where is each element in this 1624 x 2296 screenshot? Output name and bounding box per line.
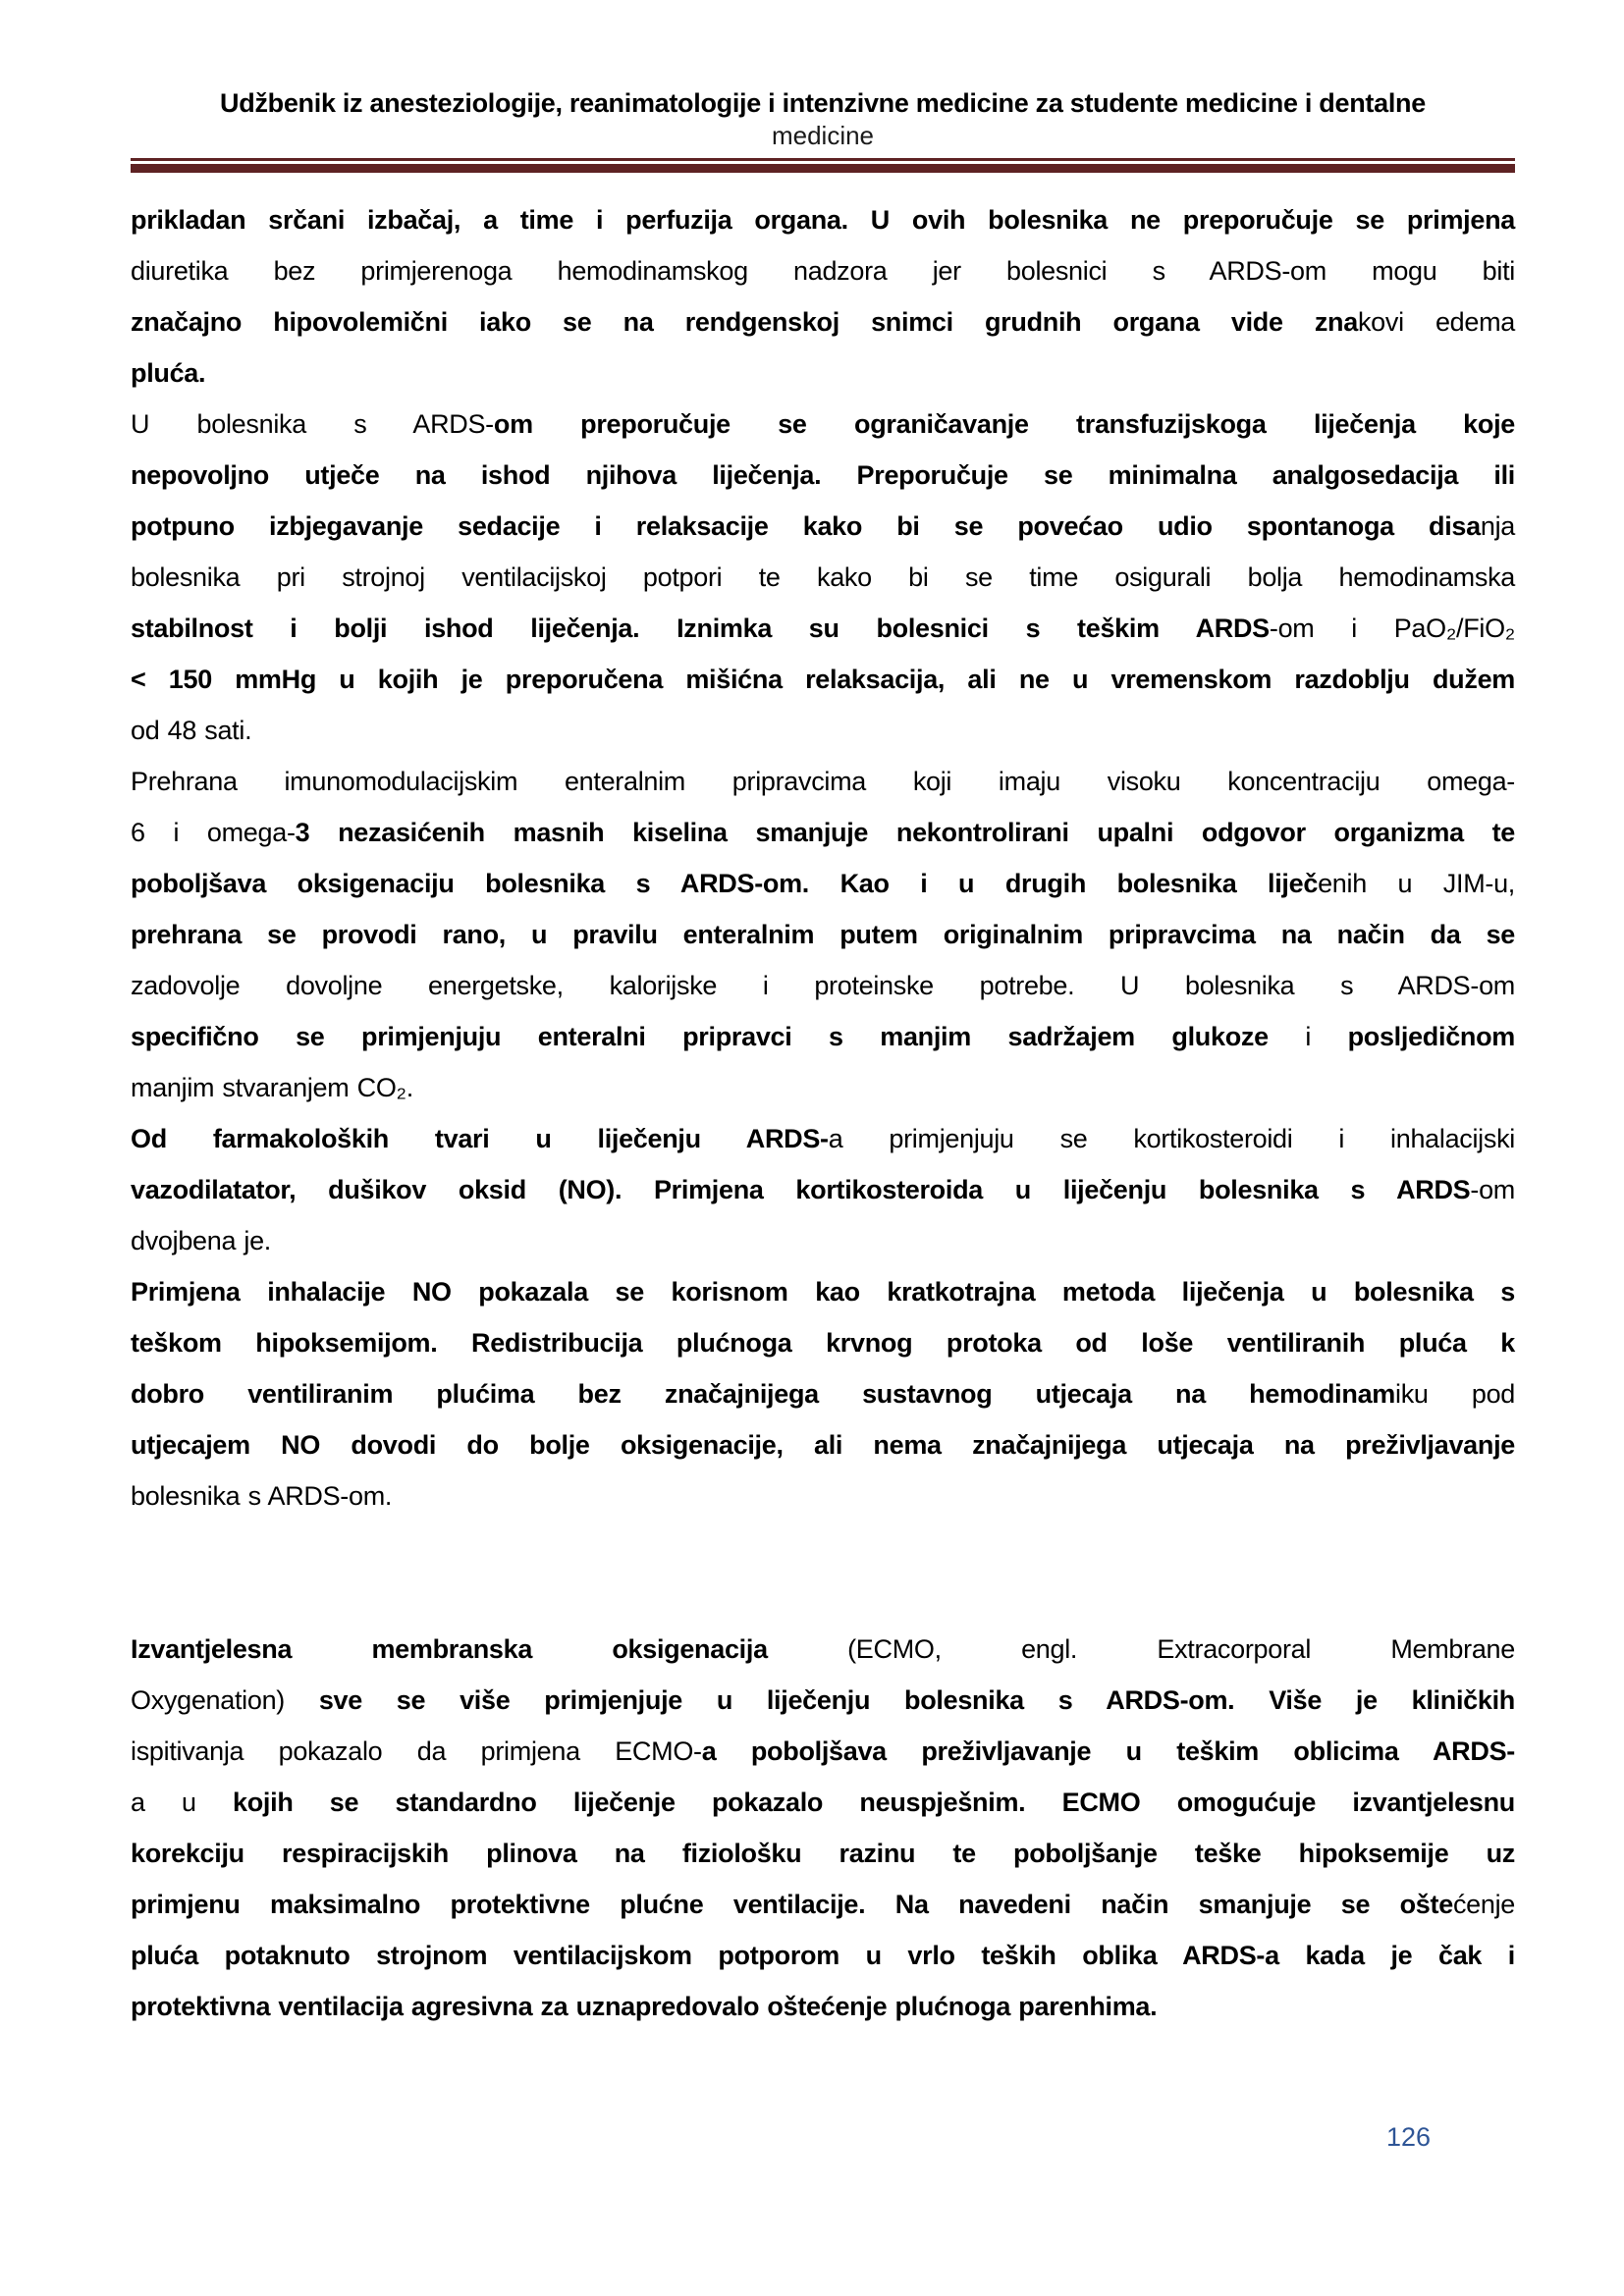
text-line <box>131 705 1515 756</box>
paragraph <box>131 1266 1515 1522</box>
text-run: iku pod <box>1395 1379 1515 1409</box>
content-column <box>131 0 1515 2032</box>
text-run: (ECMO, engl. Extracorporal Membrane <box>767 1634 1515 1664</box>
text-run: zadovolje dovoljne energetske, kalorijske i proteinske potrebe. U bolesnika s ARDS-om <box>131 971 1515 1000</box>
text-run: Primjena inhalacije NO pokazala se korisnom kao kratkotrajna metoda liječenja u bolesnika s <box>131 1277 1515 1307</box>
text-run: stabilnost i bolji ishod liječenja. Iznimka su bolesnici s teškim ARDS <box>131 614 1270 643</box>
text-run: protektivna ventilacija agresivna za uznapredovalo oštećenje plućnoga parenhima. <box>131 1992 1158 2021</box>
paragraph <box>131 194 1515 399</box>
header-rule-thin <box>131 158 1515 161</box>
text-run: prikladan srčani izbačaj, a time i perfuzija organa. U ovih bolesnika ne preporučuje se primjena <box>131 205 1515 235</box>
text-run: bolesnika pri strojnoj ventilacijskoj potpori te kako bi se time osigurali bolja hemodinamska <box>131 562 1515 592</box>
text-line <box>131 1011 1515 1062</box>
text-run: pluća potaknuto strojnom ventilacijskom potporom u vrlo teških oblika ARDS-a kada je čak i <box>131 1941 1515 1970</box>
text-line <box>131 1624 1515 1675</box>
text-line <box>131 1879 1515 1930</box>
text-line <box>131 1777 1515 1828</box>
text-line <box>131 654 1515 705</box>
text-line <box>131 858 1515 909</box>
header-title-line1: Udžbenik iz anesteziologije, reanimatologije i intenzivne medicine za studente medicine i dentalne <box>220 88 1426 118</box>
text-line <box>131 1828 1515 1879</box>
text-run: nepovoljno utječe na ishod njihova liječenja. Preporučuje se minimalna analgosedacija ili <box>131 460 1515 490</box>
text-line <box>131 1470 1515 1522</box>
text-run: manjim stvaranjem CO₂. <box>131 1073 413 1102</box>
text-line <box>131 552 1515 603</box>
text-line <box>131 1164 1515 1215</box>
text-line <box>131 1266 1515 1317</box>
text-run: diuretika bez primjerenoga hemodinamskog nadzora jer bolesnici s ARDS-om mogu biti <box>131 256 1515 286</box>
paragraph <box>131 399 1515 756</box>
paragraph <box>131 1624 1515 2032</box>
text-run: vazodilatator, dušikov oksid (NO). Primjena kortikosteroida u liječenju bolesnika s ARDS <box>131 1175 1471 1204</box>
text-line <box>131 1981 1515 2032</box>
text-run: om preporučuje se ograničavanje transfuzijskoga liječenja koje <box>493 409 1515 439</box>
text-run: značajno hipovolemični iako se na rendgenskoj snimci grudnih organa vide zna <box>131 307 1358 337</box>
text-run: dobro ventiliranim plućima bez značajnijega sustavnog utjecaja na hemodinam <box>131 1379 1395 1409</box>
text-run: -om <box>1470 1175 1515 1204</box>
text-line <box>131 1419 1515 1470</box>
text-run: pluća. <box>131 358 206 388</box>
text-run: a u <box>131 1788 234 1817</box>
text-run: bolesnika s ARDS-om. <box>131 1481 393 1511</box>
text-run: a poboljšava preživljavanje u teškim oblicima ARDS- <box>701 1736 1515 1766</box>
text-line <box>131 347 1515 399</box>
text-run: Oxygenation) <box>131 1685 319 1715</box>
text-run: poboljšava oksigenaciju bolesnika s ARDS-om. Kao i u drugih bolesnika liječ <box>131 869 1319 898</box>
text-line <box>131 1113 1515 1164</box>
text-run: teškom hipoksemijom. Redistribucija plućnoga krvnog protoka od loše ventiliranih pluća k <box>131 1328 1515 1358</box>
text-line <box>131 1062 1515 1113</box>
text-line <box>131 1317 1515 1368</box>
text-run: potpuno izbjegavanje sedacije i relaksacije kako bi se povećao udio spontanoga disa <box>131 511 1481 541</box>
text-run: enih u JIM-u, <box>1318 869 1515 898</box>
document-body <box>131 194 1515 2032</box>
text-line <box>131 1930 1515 1981</box>
text-line <box>131 1675 1515 1726</box>
text-run: prehrana se provodi rano, u pravilu enteralnim putem originalnim pripravcima na način da se <box>131 920 1515 949</box>
text-run: kojih se standardno liječenje pokazalo neuspješnim. ECMO omogućuje izvantjelesnu <box>233 1788 1515 1817</box>
text-run: posljedičnom <box>1347 1022 1516 1051</box>
text-line <box>131 807 1515 858</box>
text-line <box>131 194 1515 245</box>
text-run: sve se više primjenjuje u liječenju bolesnika s ARDS-om. Više je kliničkih <box>318 1685 1515 1715</box>
text-run: dvojbena je. <box>131 1226 272 1255</box>
text-line <box>131 1215 1515 1266</box>
text-run: specifično se primjenjuju enteralni pripravci s manjim sadržajem glukoze <box>131 1022 1269 1051</box>
text-run: < 150 mmHg u kojih je preporučena mišićna relaksacija, ali ne u vremenskom razdoblju dužem <box>131 665 1515 694</box>
text-run: i <box>1268 1022 1348 1051</box>
page-number: 126 <box>1385 2122 1431 2152</box>
text-line <box>131 399 1515 450</box>
text-line <box>131 245 1515 296</box>
text-run: nja <box>1480 511 1515 541</box>
text-run: ćenje <box>1452 1890 1515 1919</box>
text-run: kovi edema <box>1357 307 1515 337</box>
text-line <box>131 296 1515 347</box>
paragraph <box>131 1113 1515 1266</box>
page-header <box>131 0 1515 173</box>
text-run: ispitivanja pokazalo da primjena ECMO- <box>131 1736 702 1766</box>
text-run: od 48 sati. <box>131 716 252 745</box>
text-run: Od farmakoloških tvari u liječenju ARDS- <box>131 1124 829 1153</box>
text-run: 3 nezasićenih masnih kiselina smanjuje nekontrolirani upalni odgovor organizma te <box>295 818 1515 847</box>
text-run: -om i PaO₂/FiO₂ <box>1269 614 1515 643</box>
text-line <box>131 756 1515 807</box>
text-line <box>131 450 1515 501</box>
text-run: korekciju respiracijskih plinova na fiziološku razinu te poboljšanje teške hipoksemije uz <box>131 1839 1515 1868</box>
text-run: a primjenjuju se kortikosteroidi i inhalacijski <box>828 1124 1515 1153</box>
text-run: Izvantjelesna membranska oksigenacija <box>131 1634 768 1664</box>
text-line <box>131 909 1515 960</box>
text-run: primjenu maksimalno protektivne plućne ventilacije. Na navedeni način smanjuje se ošte <box>131 1890 1453 1919</box>
text-line <box>131 1726 1515 1777</box>
text-line <box>131 960 1515 1011</box>
text-line <box>131 501 1515 552</box>
page-footer <box>131 2120 1515 2154</box>
text-run: 6 i omega- <box>131 818 296 847</box>
text-run: utjecajem NO dovodi do bolje oksigenacije, ali nema značajnijega utjecaja na preživljavanje <box>131 1430 1515 1460</box>
header-rule-thick <box>131 164 1515 173</box>
paragraph <box>131 756 1515 1113</box>
text-line <box>131 1368 1515 1419</box>
text-run: Prehrana imunomodulacijskim enteralnim pripravcima koji imaju visoku koncentraciju omega- <box>131 767 1515 796</box>
text-run: U bolesnika s ARDS- <box>131 409 494 439</box>
header-title-line2: medicine <box>771 121 875 150</box>
text-line <box>131 603 1515 654</box>
